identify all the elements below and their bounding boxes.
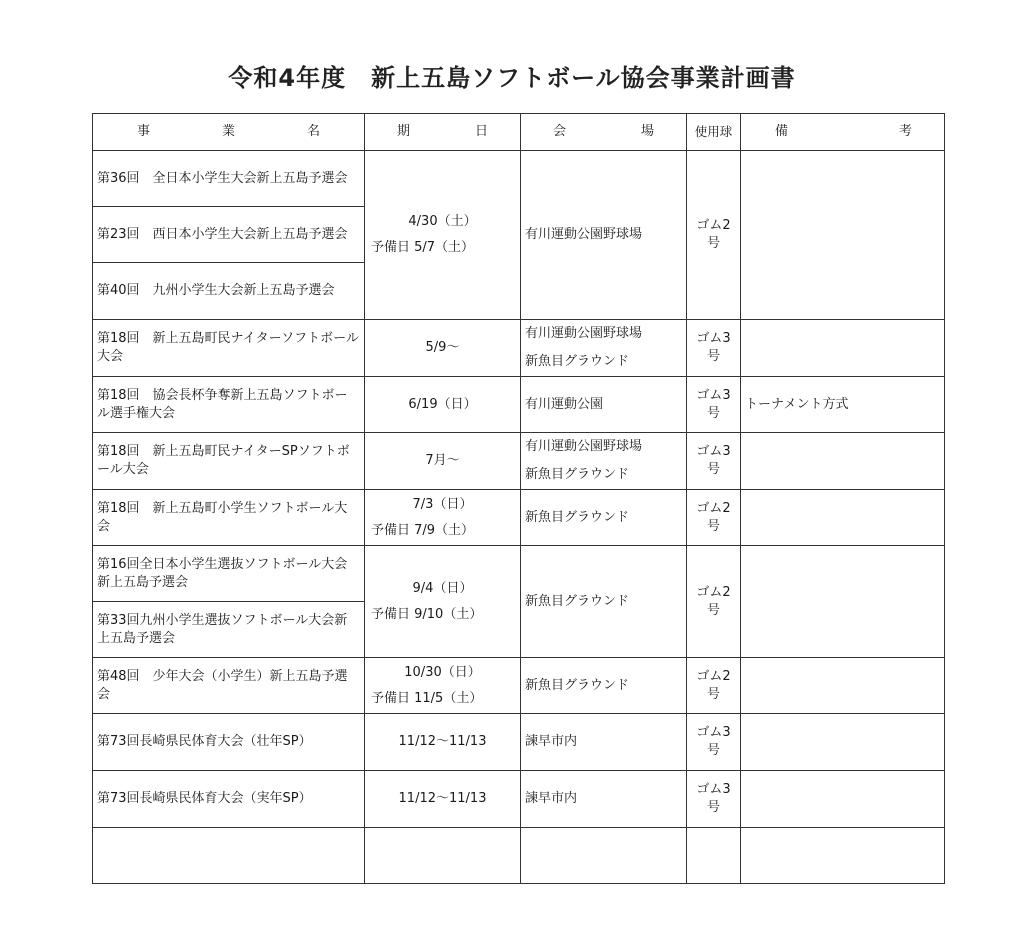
event-name-cell: 第73回長崎県民体育大会（実年SP） [93, 771, 365, 828]
date-main: 9/4（日） [412, 580, 473, 596]
empty-row [93, 828, 945, 884]
date-cell [365, 546, 521, 658]
table-row [93, 320, 945, 377]
venue-line: 新魚目グラウンド [525, 467, 630, 482]
venue-cell [521, 546, 687, 658]
table-row [93, 377, 945, 433]
ball-cell: ゴム3号 [687, 771, 741, 828]
note-cell [741, 658, 945, 714]
venue-line: 有川運動公園野球場 [525, 227, 643, 242]
event-name-cell: 第36回 全日本小学生大会新上五島予選会 [93, 151, 365, 207]
date-cell [365, 771, 521, 828]
venue-line: 諫早市内 [525, 791, 578, 806]
date-reserve: 予備日 7/9（土） [371, 522, 475, 538]
note-cell [741, 433, 945, 490]
venue-cell [521, 433, 687, 490]
note-cell [741, 771, 945, 828]
empty-cell [741, 828, 945, 884]
event-name-cell: 第73回長崎県民体育大会（壮年SP） [93, 714, 365, 771]
date-reserve: 予備日 5/7（土） [371, 240, 475, 255]
date-cell [365, 151, 521, 320]
event-name-cell: 第18回 新上五島町民ナイターSPソフトボール大会 [93, 433, 365, 490]
empty-cell [365, 828, 521, 884]
ball-cell: ゴム3号 [687, 433, 741, 490]
empty-cell [93, 828, 365, 884]
note-cell [741, 320, 945, 377]
header-venue: 会 場 [521, 114, 687, 151]
event-name-cell: 第18回 新上五島町小学生ソフトボール大会 [93, 490, 365, 546]
venue-line: 有川運動公園野球場 [525, 439, 643, 454]
table-row [93, 490, 945, 546]
event-name-cell: 第33回九州小学生選抜ソフトボール大会新上五島予選会 [93, 602, 365, 658]
ball-cell: ゴム3号 [687, 320, 741, 377]
venue-line: 諫早市内 [525, 734, 578, 749]
venue-cell [521, 490, 687, 546]
ball-cell: ゴム2号 [687, 658, 741, 714]
venue-line: 有川運動公園野球場 [525, 326, 643, 341]
note-cell [741, 490, 945, 546]
date-main: 10/30（日） [404, 664, 481, 680]
table-row [93, 658, 945, 714]
table-row [93, 546, 945, 602]
venue-cell [521, 377, 687, 433]
header-event-name: 事 業 名 [93, 114, 365, 151]
ball-cell: ゴム2号 [687, 151, 741, 320]
table-row [93, 433, 945, 490]
event-name-cell: 第16回全日本小学生選抜ソフトボール大会新上五島予選会 [93, 546, 365, 602]
date-main: 7/3（日） [412, 496, 473, 512]
note-cell: トーナメント方式 [741, 377, 945, 433]
event-name-cell: 第18回 協会長杯争奪新上五島ソフトボール選手権大会 [93, 377, 365, 433]
date-cell [365, 490, 521, 546]
page-title: 令和4年度 新上五島ソフトボール協会事業計画書 [228, 64, 796, 92]
date-cell [365, 658, 521, 714]
date-cell [365, 433, 521, 490]
event-plan-table [92, 113, 945, 884]
ball-cell: ゴム3号 [687, 377, 741, 433]
date-main: 7月～ [425, 453, 460, 468]
note-cell [741, 714, 945, 771]
table-row [93, 714, 945, 771]
date-cell [365, 714, 521, 771]
empty-cell [687, 828, 741, 884]
date-main: 11/12～11/13 [398, 791, 487, 806]
header-row [93, 114, 945, 151]
venue-cell [521, 658, 687, 714]
date-main: 6/19（日） [408, 396, 477, 412]
table-row [93, 771, 945, 828]
event-name-cell: 第23回 西日本小学生大会新上五島予選会 [93, 207, 365, 263]
date-main: 5/9～ [425, 340, 460, 355]
table-row [93, 151, 945, 207]
ball-cell: ゴム2号 [687, 490, 741, 546]
date-cell [365, 320, 521, 377]
venue-cell [521, 714, 687, 771]
header-notes: 備 考 [741, 114, 945, 151]
venue-cell [521, 320, 687, 377]
event-name-cell: 第40回 九州小学生大会新上五島予選会 [93, 263, 365, 320]
date-cell [365, 377, 521, 433]
venue-cell [521, 771, 687, 828]
note-cell [741, 546, 945, 658]
note-cell [741, 151, 945, 320]
header-date: 期 日 [365, 114, 521, 151]
ball-cell: ゴム2号 [687, 546, 741, 658]
empty-cell [521, 828, 687, 884]
venue-line: 新魚目グラウンド [525, 509, 630, 525]
header-ball: 使用球 [687, 114, 741, 151]
date-reserve: 予備日 9/10（土） [371, 606, 483, 622]
ball-cell: ゴム3号 [687, 714, 741, 771]
event-name-cell: 第18回 新上五島町民ナイターソフトボール大会 [93, 320, 365, 377]
date-reserve: 予備日 11/5（土） [371, 690, 483, 706]
event-name-cell: 第48回 少年大会（小学生）新上五島予選会 [93, 658, 365, 714]
venue-line: 有川運動公園 [525, 396, 604, 412]
venue-line: 新魚目グラウンド [525, 593, 630, 609]
date-main: 4/30（土） [408, 214, 477, 229]
venue-line: 新魚目グラウンド [525, 677, 630, 693]
date-main: 11/12～11/13 [398, 734, 487, 749]
venue-cell [521, 151, 687, 320]
venue-line: 新魚目グラウンド [525, 354, 630, 369]
